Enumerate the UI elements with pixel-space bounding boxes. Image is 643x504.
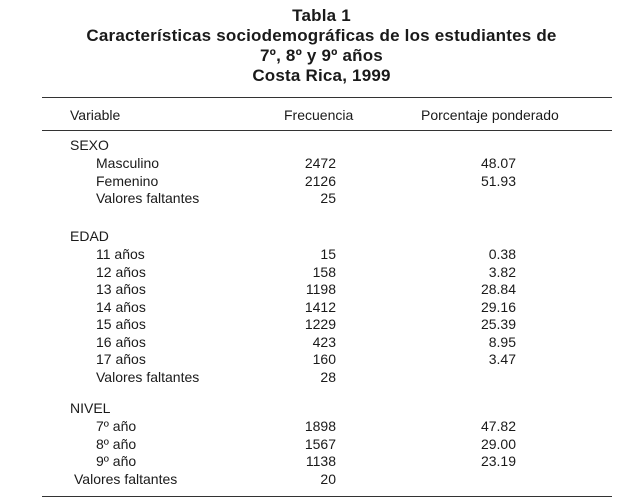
column-header-variable: Variable bbox=[70, 107, 121, 123]
row-label: 7º año bbox=[96, 418, 137, 434]
row-frequency: 15 bbox=[320, 246, 336, 262]
row-percent: 29.00 bbox=[480, 435, 516, 452]
section-heading: NIVEL bbox=[70, 400, 111, 416]
row-label: 8º año bbox=[96, 435, 137, 452]
row-percent: 3.47 bbox=[488, 351, 516, 367]
row-percent: 25.39 bbox=[480, 316, 516, 332]
row-frequency: 1412 bbox=[304, 298, 336, 315]
column-header-percent: Porcentaje ponderado bbox=[421, 107, 559, 123]
row-label: Valores faltantes bbox=[96, 368, 200, 385]
row-label: 12 años bbox=[96, 263, 146, 280]
row-frequency: 1567 bbox=[304, 435, 336, 452]
row-percent: 29.16 bbox=[480, 298, 516, 315]
row-percent: 3.82 bbox=[488, 263, 516, 280]
row-label: Femenino bbox=[96, 172, 159, 189]
row-frequency: 2126 bbox=[304, 172, 336, 189]
row-label: 11 años bbox=[96, 246, 145, 262]
row-label: 9º año bbox=[96, 453, 137, 469]
row-percent: 47.82 bbox=[480, 418, 516, 434]
title-line-3: 7º, 8º y 9º años bbox=[260, 46, 383, 65]
row-percent: 0.38 bbox=[488, 246, 516, 262]
section-heading: SEXO bbox=[70, 137, 109, 153]
row-percent: 23.19 bbox=[480, 453, 516, 469]
row-frequency: 20 bbox=[320, 470, 336, 487]
row-label: 15 años bbox=[96, 316, 146, 332]
row-label: 13 años bbox=[96, 281, 146, 297]
row-frequency: 423 bbox=[312, 333, 336, 350]
title-line-1: Tabla 1 bbox=[292, 6, 351, 25]
row-frequency: 160 bbox=[312, 351, 336, 367]
row-percent: 51.93 bbox=[480, 172, 516, 189]
section-heading: EDAD bbox=[70, 228, 109, 244]
row-label: 16 años bbox=[96, 333, 146, 350]
row-percent: 48.07 bbox=[480, 155, 516, 171]
row-frequency: 1229 bbox=[304, 316, 336, 332]
row-frequency: 1898 bbox=[304, 418, 336, 434]
row-percent: 28.84 bbox=[480, 281, 516, 297]
top-rule bbox=[42, 97, 612, 98]
row-label: Valores faltantes bbox=[74, 470, 178, 487]
table-title bbox=[0, 6, 643, 86]
row-frequency: 1198 bbox=[305, 281, 336, 297]
row-frequency: 158 bbox=[312, 263, 336, 280]
row-label: 17 años bbox=[96, 351, 146, 367]
header-rule bbox=[42, 130, 612, 131]
row-label: Valores faltantes bbox=[96, 190, 200, 206]
column-header-frequency: Frecuencia bbox=[284, 107, 354, 123]
title-line-2: Características sociodemográficas de los estudiantes de bbox=[86, 26, 557, 45]
row-frequency: 28 bbox=[320, 368, 336, 385]
bottom-rule bbox=[42, 496, 612, 497]
row-frequency: 2472 bbox=[304, 155, 336, 171]
row-label: 14 años bbox=[96, 298, 146, 315]
row-frequency: 25 bbox=[320, 190, 336, 206]
row-frequency: 1138 bbox=[305, 453, 336, 469]
row-label: Masculino bbox=[96, 155, 160, 171]
title-line-4: Costa Rica, 1999 bbox=[252, 66, 391, 85]
row-percent: 8.95 bbox=[488, 333, 516, 350]
